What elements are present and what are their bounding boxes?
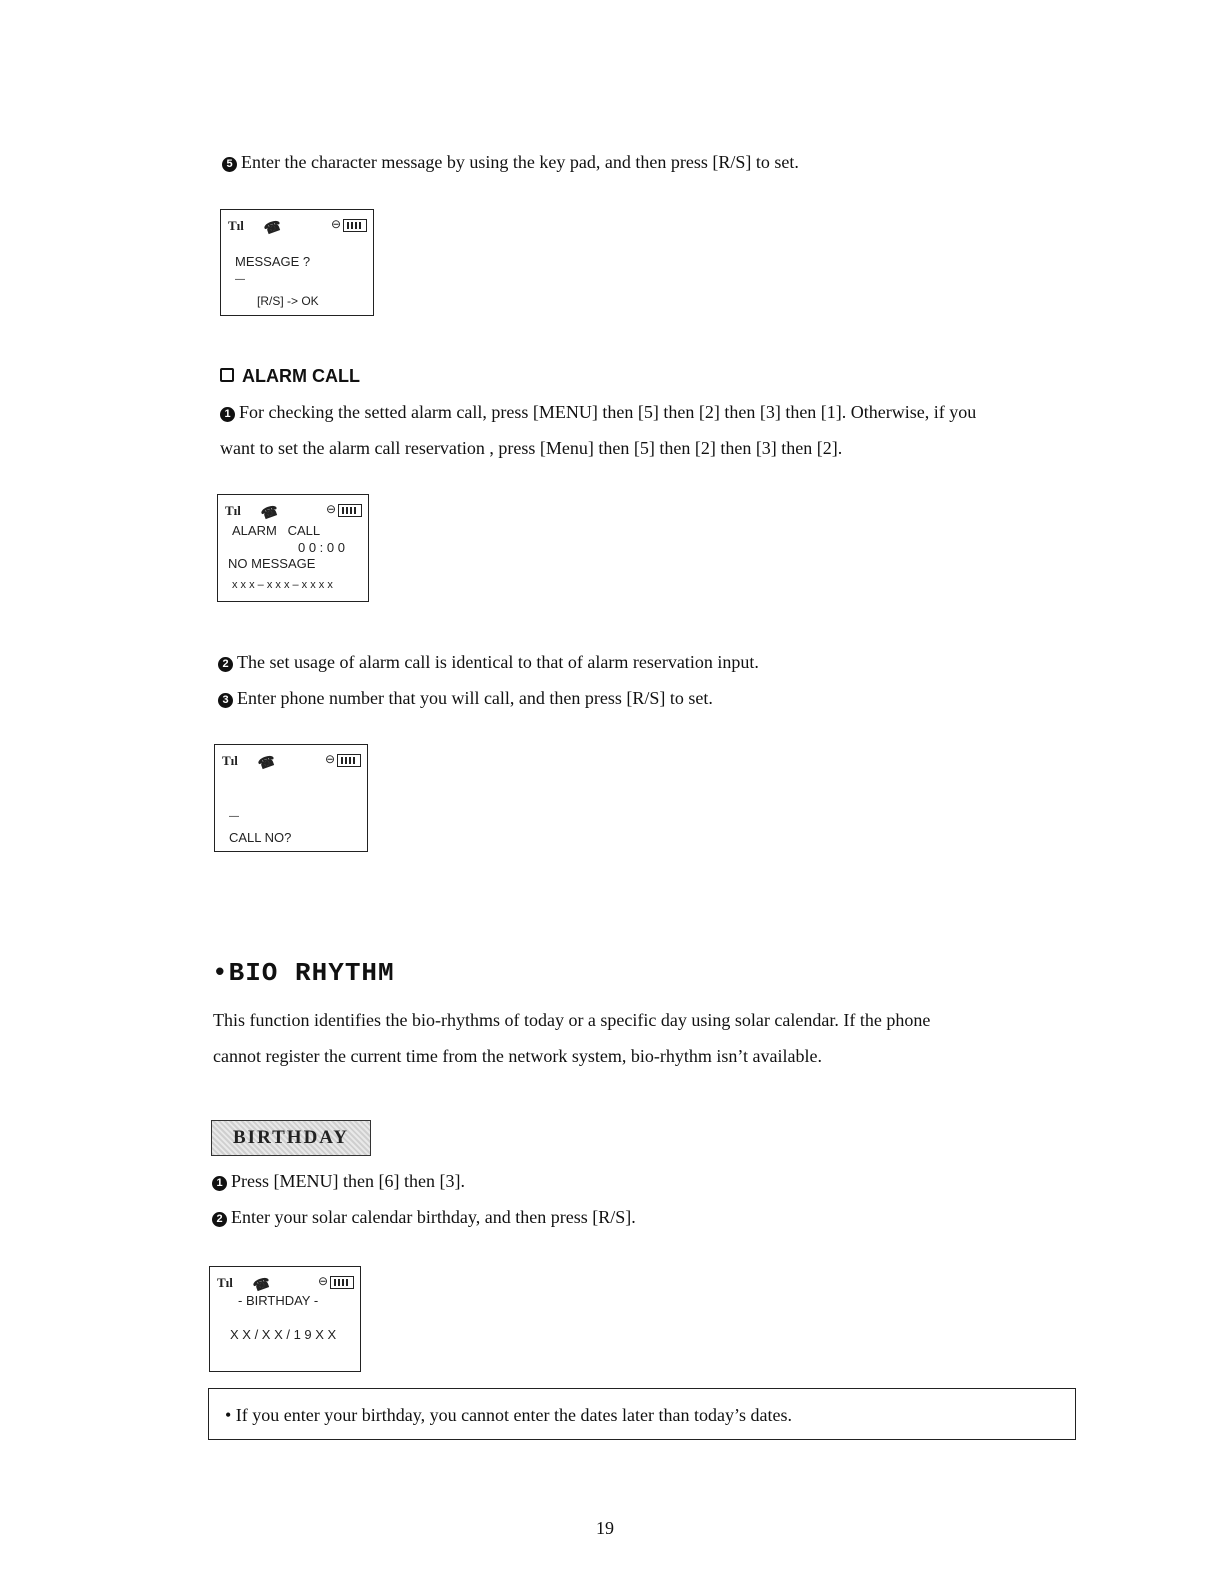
alarm-step-3-text: Enter phone number that you will call, and then press [R/S] to set.: [237, 688, 713, 708]
key-lock-icon: ⊖: [317, 1274, 328, 1288]
lcd-screen-birthday: [209, 1266, 361, 1372]
step-number-badge: 5: [222, 157, 237, 172]
section-title-bio-rhythm: •BIO RHYTHM: [212, 958, 395, 988]
section-heading-alarm-call: [220, 366, 360, 387]
lcd-time: 0 0 : 0 0: [298, 540, 345, 555]
lcd-line: - BIRTHDAY -: [238, 1293, 319, 1308]
signal-antenna-icon: Tıl: [222, 753, 238, 768]
step-5: [222, 144, 799, 180]
step-number-badge: 3: [218, 693, 233, 708]
lcd-line: NO MESSAGE: [228, 556, 316, 571]
alarm-step-1-text: For checking the setted alarm call, press [MENU] then [5] then [2] then [3] then [1]. Otherwise, if you: [239, 402, 977, 422]
birthday-step-2: [212, 1199, 636, 1235]
alarm-step-1: [220, 394, 976, 430]
battery-icon: [343, 219, 367, 232]
lcd-screen-call-no: [214, 744, 368, 852]
signal-antenna-icon: Tıl: [228, 218, 244, 233]
key-lock-icon: ⊖: [325, 502, 336, 516]
birthday-note-box: • If you enter your birthday, you cannot enter the dates later than today’s dates.: [208, 1388, 1076, 1440]
lcd-line: CALL NO?: [229, 830, 292, 845]
bio-description-line: cannot register the current time from the network system, bio-rhythm isn’t available.: [213, 1046, 822, 1066]
step-5-text: Enter the character message by using the key pad, and then press [R/S] to set.: [241, 152, 799, 172]
handset-icon: ☎: [255, 751, 278, 773]
alarm-step-2-text: The set usage of alarm call is identical to that of alarm reservation input.: [237, 652, 759, 672]
checkbox-icon: [220, 368, 234, 382]
birthday-step-1: [212, 1163, 465, 1199]
birthday-badge: BIRTHDAY: [211, 1120, 371, 1156]
handset-icon: ☎: [261, 216, 284, 238]
handset-icon: ☎: [250, 1273, 273, 1295]
section-heading-text: ALARM CALL: [242, 366, 360, 386]
battery-icon: [337, 754, 361, 767]
lcd-line: [R/S] -> OK: [257, 294, 319, 308]
step-number-badge: 1: [220, 407, 235, 422]
step-number-badge: 1: [212, 1176, 227, 1191]
lcd-line: ALARM CALL: [232, 523, 321, 538]
alarm-step-2: [218, 644, 759, 680]
handset-icon: ☎: [258, 501, 281, 523]
lcd-date-pattern: X X / X X / 1 9 X X: [230, 1327, 337, 1342]
alarm-step-1-continued: want to set the alarm call reservation , press [Menu] then [5] then [2] then [3] then [2].: [220, 438, 843, 458]
signal-antenna-icon: Tıl: [225, 503, 241, 518]
lcd-status-bar: [228, 216, 367, 238]
lcd-cursor: —: [235, 274, 245, 285]
signal-antenna-icon: Tıl: [217, 1275, 233, 1290]
alarm-step-3: [218, 680, 713, 716]
lcd-line: MESSAGE ?: [235, 254, 311, 269]
key-lock-icon: ⊖: [324, 752, 335, 766]
bio-description-line: This function identifies the bio-rhythms of today or a specific day using solar calendar. If the phone: [213, 1010, 931, 1030]
lcd-screen-message: [220, 209, 374, 316]
lcd-status-bar: [217, 1273, 354, 1295]
lcd-cursor: —: [229, 811, 239, 822]
lcd-screen-alarm-call: [217, 494, 369, 602]
battery-icon: [338, 504, 362, 517]
birthday-step-2-text: Enter your solar calendar birthday, and then press [R/S].: [231, 1207, 636, 1227]
key-lock-icon: ⊖: [330, 217, 341, 231]
step-number-badge: 2: [212, 1212, 227, 1227]
lcd-status-bar: [222, 751, 361, 773]
battery-icon: [330, 1276, 354, 1289]
birthday-step-1-text: Press [MENU] then [6] then [3].: [231, 1171, 465, 1191]
page-number: 19: [596, 1518, 614, 1538]
lcd-phone-pattern: x x x – x x x – x x x x: [232, 579, 333, 591]
lcd-status-bar: [225, 501, 362, 523]
step-number-badge: 2: [218, 657, 233, 672]
